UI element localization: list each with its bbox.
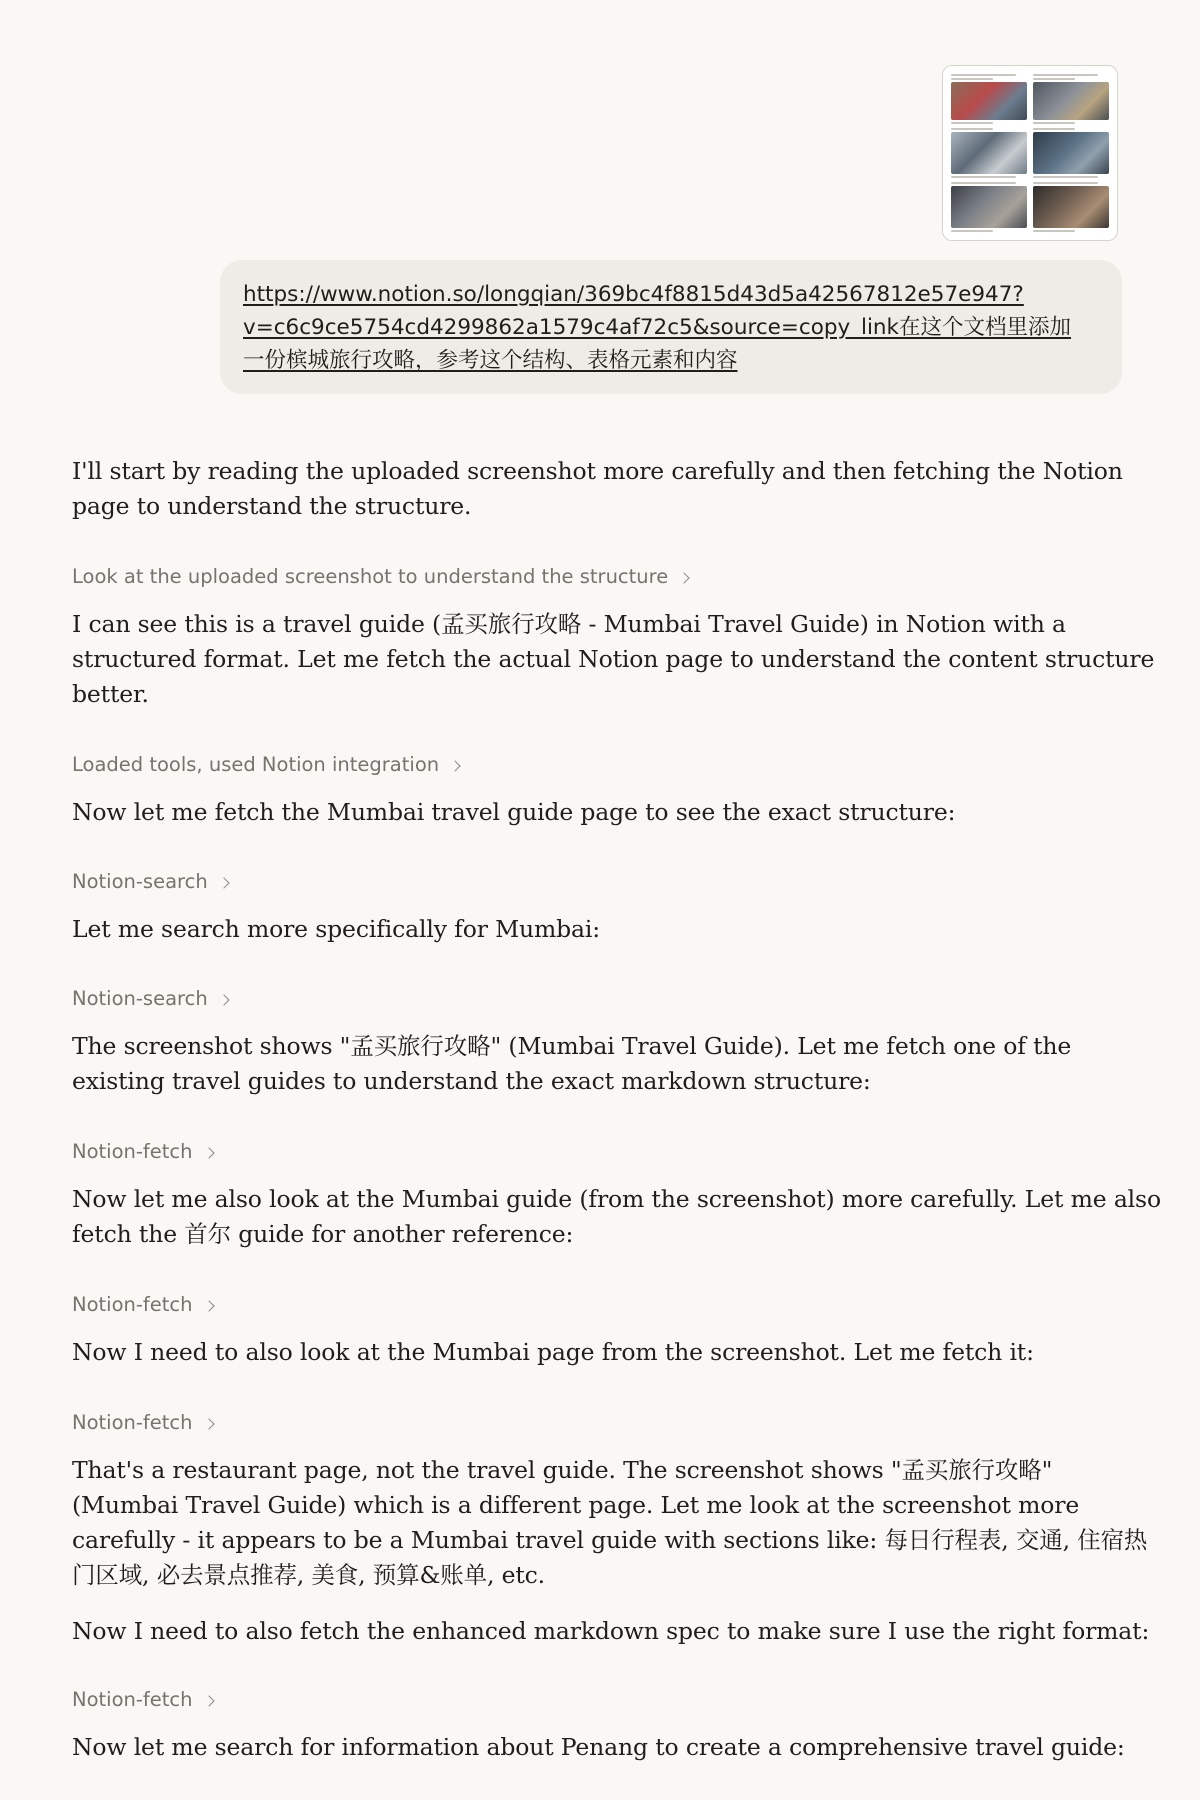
- tool-call-label: Look at the uploaded screenshot to understand the structure: [72, 565, 669, 588]
- user-message-line: https://www.notion.so/longqian/369bc4f8815d43d5a42567812e57e947?: [243, 282, 1024, 307]
- chevron-right-icon: [203, 1418, 214, 1429]
- thumbnail-card: [1033, 128, 1109, 178]
- assistant-message-line: That's a restaurant page, not the travel guide. The screenshot shows "孟买旅行攻略": [72, 1456, 1053, 1484]
- thumbnail-card: [1033, 182, 1109, 232]
- tool-call-label: Loaded tools, used Notion integration: [72, 753, 440, 776]
- assistant-message-line: 门区域, 必去景点推荐, 美食, 预算&账单, etc.: [72, 1561, 545, 1589]
- assistant-message-line: fetch the 首尔 guide for another reference:: [72, 1220, 574, 1248]
- tool-call-notion-search[interactable]: [72, 986, 228, 1012]
- chevron-right-icon: [679, 572, 690, 583]
- chevron-right-icon: [449, 760, 460, 771]
- tool-call-notion-fetch[interactable]: [72, 1139, 213, 1165]
- thumbnail-card: [951, 182, 1027, 232]
- tool-call-screenshot-review[interactable]: [72, 564, 688, 590]
- assistant-message: [72, 1335, 1082, 1370]
- assistant-message-line: Now let me search for information about Penang to create a comprehensive travel guide:: [72, 1733, 1125, 1761]
- assistant-message-line: I can see this is a travel guide (孟买旅行攻略 - Mumbai Travel Guide) in Notion with a: [72, 610, 1066, 638]
- tool-call-notion-integration[interactable]: [72, 752, 459, 778]
- assistant-message-line: I'll start by reading the uploaded screenshot more carefully and then fetching the Notion: [72, 457, 1123, 485]
- assistant-message: [72, 1730, 1125, 1765]
- user-message-link[interactable]: [243, 278, 1100, 377]
- assistant-message-line: Now I need to also fetch the enhanced markdown spec to make sure I use the right format:: [72, 1617, 1150, 1645]
- tool-call-label: Notion-search: [72, 870, 208, 893]
- tool-call-notion-search[interactable]: [72, 869, 228, 895]
- assistant-message: [72, 454, 1123, 524]
- thumbnail-preview-grid: [951, 74, 1109, 232]
- chevron-right-icon: [203, 1300, 214, 1311]
- chevron-right-icon: [203, 1147, 214, 1158]
- assistant-message: [72, 1029, 1082, 1099]
- assistant-message-line: The screenshot shows "孟买旅行攻略" (Mumbai Travel Guide). Let me fetch one of the: [72, 1032, 1072, 1060]
- assistant-message-line: carefully - it appears to be a Mumbai travel guide with sections like: 每日行程表, 交通, 住宿热: [72, 1526, 1148, 1554]
- assistant-message: [72, 1182, 1161, 1252]
- tool-call-label: Notion-fetch: [72, 1688, 193, 1711]
- assistant-message: [72, 912, 1082, 947]
- assistant-message-line: better.: [72, 680, 149, 708]
- user-message-line: 一份槟城旅行攻略，参考这个结构、表格元素和内容: [243, 348, 738, 373]
- chevron-right-icon: [218, 994, 229, 1005]
- attached-image-thumbnail[interactable]: [942, 65, 1118, 241]
- assistant-message-line: Now I need to also look at the Mumbai page from the screenshot. Let me fetch it:: [72, 1338, 1034, 1366]
- tool-call-label: Notion-fetch: [72, 1293, 193, 1316]
- assistant-message-line: Let me search more specifically for Mumbai:: [72, 915, 601, 943]
- assistant-message: [72, 607, 1155, 712]
- tool-call-label: Notion-fetch: [72, 1411, 193, 1434]
- assistant-message-line: structured format. Let me fetch the actual Notion page to understand the content structure: [72, 645, 1155, 673]
- tool-call-notion-fetch[interactable]: [72, 1687, 213, 1713]
- assistant-message-line: (Mumbai Travel Guide) which is a different page. Let me look at the screenshot more: [72, 1491, 1080, 1519]
- assistant-message: [72, 795, 1082, 830]
- tool-call-notion-fetch[interactable]: [72, 1410, 213, 1436]
- tool-call-label: Notion-fetch: [72, 1140, 193, 1163]
- assistant-message: [72, 1614, 1150, 1649]
- thumbnail-card: [951, 74, 1027, 124]
- thumbnail-card: [951, 128, 1027, 178]
- user-message-line: v=c6c9ce5754cd4299862a1579c4af72c5&source=copy_link在这个文档里添加: [243, 315, 1072, 340]
- chevron-right-icon: [203, 1695, 214, 1706]
- assistant-message-line: existing travel guides to understand the exact markdown structure:: [72, 1067, 871, 1095]
- assistant-message-line: page to understand the structure.: [72, 492, 472, 520]
- tool-call-notion-fetch[interactable]: [72, 1292, 213, 1318]
- chevron-right-icon: [218, 877, 229, 888]
- thumbnail-card: [1033, 74, 1109, 124]
- assistant-message-line: Now let me fetch the Mumbai travel guide page to see the exact structure:: [72, 798, 956, 826]
- user-message-bubble: [220, 260, 1122, 394]
- assistant-message-line: Now let me also look at the Mumbai guide (from the screenshot) more carefully. Let me also: [72, 1185, 1161, 1213]
- tool-call-label: Notion-search: [72, 987, 208, 1010]
- assistant-message: [72, 1453, 1148, 1593]
